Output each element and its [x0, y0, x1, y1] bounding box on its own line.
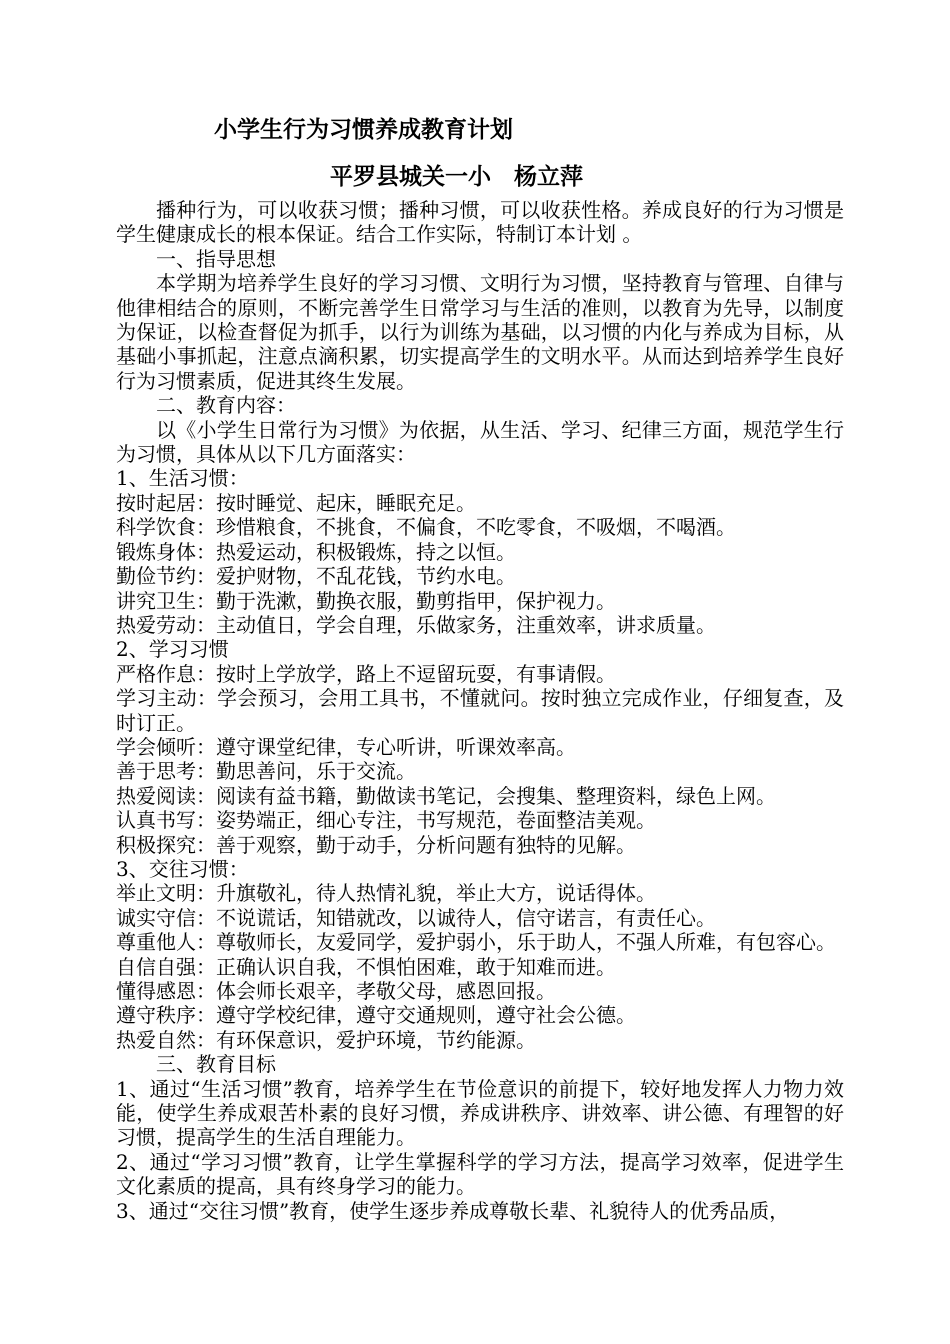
section-paragraph: 以《小学生日常行为习惯》为依据，从生活、学习、纪律三方面，规范学生行为习惯，具体从以下几方面落实： — [116, 417, 844, 467]
list-item: 遵守秩序：遵守学校纪律，遵守交通规则，遵守社会公德。 — [116, 1003, 636, 1028]
section-heading: 二、教育内容： — [156, 393, 296, 418]
list-item: 学习主动：学会预习，会用工具书，不懂就问。按时独立完成作业，仔细复查，及时订正。 — [116, 686, 844, 735]
goal-item: 3、通过“交往习惯”教育，使学生逐步养成尊敬长辈、礼貌待人的优秀品质， — [116, 1198, 790, 1223]
author-byline: 平罗县城关一小 杨立萍 — [330, 163, 583, 190]
list-item: 严格作息：按时上学放学，路上不逗留玩耍，有事请假。 — [116, 661, 616, 686]
subsection-heading: 3、交往习惯： — [116, 856, 249, 881]
subsection-heading: 2、学习习惯 — [116, 637, 229, 662]
section-heading: 一、指导思想 — [156, 246, 276, 271]
intro-paragraph: 播种行为，可以收获习惯；播种习惯，可以收获性格。养成良好的行为习惯是学生健康成长的根本保证。结合工作实际，特制订本计划 。 — [116, 198, 844, 247]
section-heading: 三、教育目标 — [156, 1052, 276, 1077]
list-item: 自信自强：正确认识自我，不惧怕困难，敢于知难而进。 — [116, 954, 616, 979]
list-item: 积极探究：善于观察，勤于动手，分析问题有独特的见解。 — [116, 832, 636, 857]
document-body — [116, 198, 844, 1223]
list-item: 热爱劳动：主动值日，学会自理，乐做家务，注重效率，讲求质量。 — [116, 612, 716, 637]
list-item: 懂得感恩：体会师长艰辛，孝敬父母，感恩回报。 — [116, 979, 556, 1003]
list-item: 学会倾听：遵守课堂纪律，专心听讲，听课效率高。 — [116, 734, 576, 759]
list-item: 科学饮食：珍惜粮食，不挑食，不偏食，不吃零食，不吸烟，不喝酒。 — [116, 515, 736, 540]
list-item: 举止文明：升旗敬礼，待人热情礼貌，举止大方，说话得体。 — [116, 881, 656, 906]
list-item: 诚实守信：不说谎话，知错就改，以诚待人，信守诺言，有责任心。 — [116, 905, 716, 930]
subsection-heading: 1、生活习惯： — [116, 466, 249, 491]
document-title: 小学生行为习惯养成教育计划 — [214, 116, 513, 143]
list-item: 按时起居：按时睡觉、起床，睡眠充足。 — [116, 490, 476, 515]
goal-item: 1、通过“生活习惯”教育，培养学生在节俭意识的前提下，较好地发挥人力物力效能，使学生养成艰苦朴素的良好习惯，养成讲秩序、讲效率、讲公德、有理智的好习惯，提高学生的生活自理能力。 — [116, 1076, 844, 1150]
list-item: 热爱自然：有环保意识，爱护环境，节约能源。 — [116, 1027, 536, 1052]
goal-item: 2、通过“学习习惯”教育，让学生掌握科学的学习方法，提高学习效率，促进学生文化素质的提高，具有终身学习的能力。 — [116, 1149, 844, 1199]
section-paragraph: 本学期为培养学生良好的学习习惯、文明行为习惯，坚持教育与管理、自律与他律相结合的原则，不断完善学生日常学习与生活的准则，以教育为先导，以制度为保证，以检查督促为抓手，以行为训练为基础，以习惯的内化与养成为目标，从基础小事抓起，注意点滴积累，切实提高学生的文明水平。从而达到培养学生良好行为习惯素质，促进其终生发展。 — [116, 271, 844, 393]
list-item: 讲究卫生：勤于洗漱，勤换衣服，勤剪指甲，保护视力。 — [116, 588, 616, 613]
list-item: 锻炼身体：热爱运动，积极锻炼，持之以恒。 — [116, 539, 516, 564]
list-item: 认真书写：姿势端正，细心专注，书写规范，卷面整洁美观。 — [116, 808, 656, 833]
list-item: 勤俭节约：爱护财物，不乱花钱，节约水电。 — [116, 564, 516, 589]
list-item: 热爱阅读：阅读有益书籍，勤做读书笔记，会搜集、整理资料，绿色上网。 — [116, 783, 776, 808]
list-item: 尊重他人：尊敬师长，友爱同学，爱护弱小，乐于助人，不强人所难，有包容心。 — [116, 930, 836, 955]
list-item: 善于思考：勤思善问，乐于交流。 — [116, 759, 416, 784]
